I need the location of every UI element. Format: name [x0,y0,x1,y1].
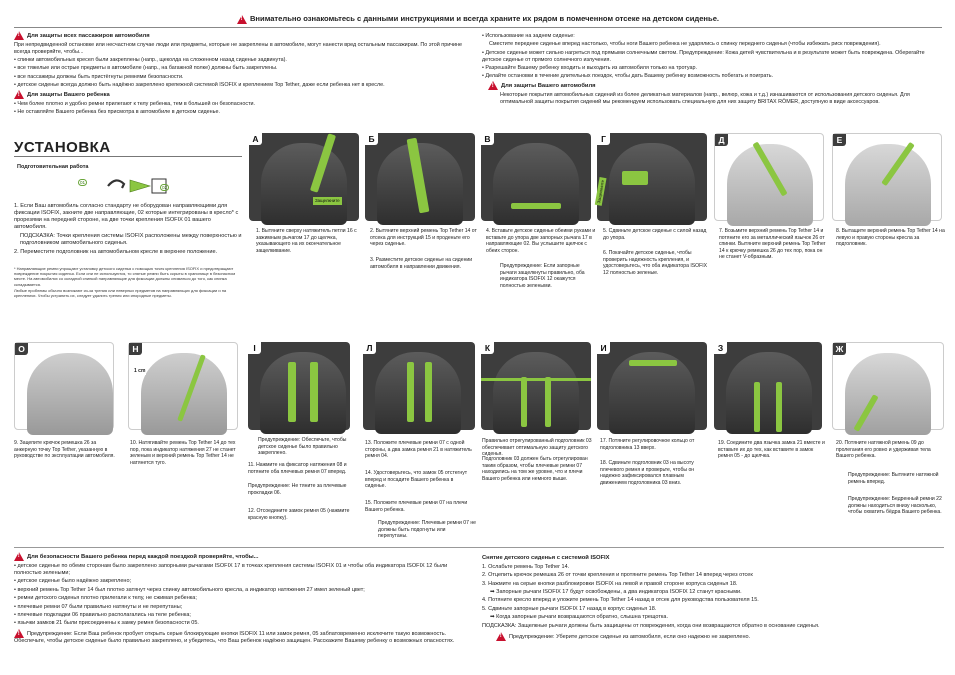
caption-1: 1. Вытяните сверху натяжитель петли 16 с зажимным рычагом 17 до щелчка, указывающего на их окончательное защелкивание. [256,228,357,254]
panel-g [597,133,707,221]
checklist-item: • верхний ремень Top Tether 14 был плотно затянут через спинку автомобильного кресла, а индикатор натяжения 27 имел зеленый цвет; [14,586,365,593]
safety-left-column [14,31,466,118]
warning-icon [14,90,24,99]
removal-substep: ➡ Запорные рычаги ISOFIX 17 будут освобождены, а два индикатора ISOFIX 12 станут красными. [490,589,742,596]
checklist-item: • детское сиденье по обеим сторонам было закреплено запорными рычагами ISOFIX 17 в точках крепления системы ISOFIX 01 и чтобы оба индикатора ISOFIX 12 были полностью зелеными; [14,562,448,576]
panel-label: О [15,343,28,355]
caption-9: 9. Зацепите крючок ремешка 26 за анкерную точку Top Tether, указанную в руководстве по эксплуатации автомобиля. [14,440,115,460]
panel-a [249,133,359,221]
right-list-item: • Делайте остановки в течение длительных поездок, чтобы дать Вашему ребенку возможность побегать и поиграть. [482,73,774,80]
caption-8: 8. Вытащите верхний ремень Top Tether 14 на левую и правую стороны кресла за подголовник. [836,228,945,248]
left-list-item: • все пассажиры должны быть пристёгнуты ремнями безопасности. [14,73,184,80]
panel-l [363,342,475,430]
caption-headrest-2: Подголовник 03 должен быть отрегулирован таким образом, чтобы плечевые ремни 07 находились на том же уровне, что и плечи Вашего ребенка или немного выше. [482,456,588,482]
caption-11-warning: Предупреждение: Не тяните за плечевые прокладки 06. [248,483,347,496]
isofix-guide-illustration [70,172,190,200]
caption-12: 12. Отсоедините замок ремня 05 (нажмите красную кнопку). [248,508,350,521]
panel-label: В [481,133,494,145]
removal-step: 4. Потяните кресло вперед и уложите ремень Top Tether 14 назад в отсек для руководства пользователя 15. [482,597,759,604]
panel-label: З [714,342,727,354]
caption-13: 13. Положите плечевые ремни 07 с одной стороны, а два замка ремня 21 в натяжитель ремня 04. [365,440,472,460]
one-cm-label: 1 cm [134,368,146,374]
caption-15-warning: Предупреждение: Плечевые ремни 07 не должны быть подогнуты или перепутаны. [378,520,477,540]
caption-10-warning: Предупреждение: Обеспечьте, чтобы детское сиденье было правильно закреплено. [258,437,347,457]
caption-5: 5. Сдвиньте детское сиденье с силой назад до упора. [603,228,707,241]
warning-icon [14,629,24,638]
click-tag: Защелкните [595,177,607,205]
footnote-1: * Направляющие ремни упрощают установку детского сиденья с помощью точек крепления ISOFIX и предотвращают повреждение покрытия сиденья. Если они не используются, то снятые ремни быть скрыты в хранилище в безопасном месте. На автомобилях со складной спинкой направляющие для фиксации должны сниматься до того, как спинка складывается. [14,266,236,287]
checklist-item: • ремни детского сиденья плотно прилегали к телу, не сжимая ребенка; [14,595,197,602]
removal-step: 3. Нажмите на серые кнопки разблокировки ISOFIX на левой и правой стороне корпуса сиденья 18. [482,580,738,587]
panel-zh [832,342,944,430]
caption-3: 3. Разместите детское сиденье на сидении автомобиля в направлении движения. [370,257,473,270]
checklist-item: • язычки замков 21 были присоединены к замку ремня безопасности 05. [14,620,199,627]
removal-step: 1. Ослабьте ремень Top Tether 14. [482,563,570,570]
warning-icon [488,81,498,90]
left-list-item: • Не оставляйте Вашего ребенка без присмотра в автомобиле в детском сиденье. [14,109,220,116]
panel-ye [832,133,942,221]
prep-heading: Подготовительная работа [17,164,89,170]
panel-i [248,342,350,430]
left-list-item: • все тяжелые или острые предметы в автомобиле (напр., на багажной полке) должны быть закреплены. [14,65,278,72]
panel-label: Н [129,343,142,355]
panel-label: Л [363,342,376,354]
panel-label: Б [365,133,378,145]
removal-substep: ➡ Когда запорные рычаги возвращаются обратно, слышна трещотка. [490,614,668,621]
safety-right-column [482,33,944,107]
panel-i2 [597,342,707,430]
caption-7: 7. Возьмите верхний ремень Top Tether 14 и потяните его за металлический язычок 26 от спинки. Вытяните верхний ремень Top Tether 14 к крючку ремешка 26 до тех пор, пока он не станет V-образным. [719,228,826,261]
guide-drawing [70,172,190,200]
panel-e [714,133,824,221]
panel-label: Г [597,133,610,145]
panel-b [365,133,475,221]
label-01: 01 [79,180,86,185]
checklist-heading: Для безопасности Вашего ребенка перед каждой поездкой проверяйте, чтобы... [27,554,259,561]
left-list-item: • спинки автомобильных кресел были закреплены (напр., щеколда на сложенном назад сиденье задвинута). [14,57,287,64]
checklist-item: • детское сиденье было надёжно закреплено; [14,578,132,585]
caption-20: 20. Потяните натяжной ремень 09 до пролегания его ровно и удерживая тела Вашего ребенка. [836,440,931,460]
panel-label: И [597,342,610,354]
removal-step: 2. Отцепить крючок ремешка 26 от точки крепления и протяните ремень Top Tether 14 вперед через отсек [482,572,753,579]
caption-4-warning: Предупреждение: Если запорные рычаги защелкнуты правильно, оба индикатора ISOFIX 12 окажутся полностью зелеными. [500,263,585,289]
caption-11: 11. Нажмите на фиксатор натяжения 08 и потяните оба плечевых ремня 07 вперед. [248,462,347,475]
panel-v [481,133,591,221]
pre-trip-checklist [14,552,466,647]
prep-step-1: 1. Если Ваш автомобиль согласно стандарту не оборудован направляющими для фиксации ISOFIX, закните две направляющие, 02 которые интегрированы в кресло* с прорезями на передней стороне, на две точки крепления ISOFIX 01 вашего автомобиля. [14,203,239,231]
right-list-sub: Сместите переднее сиденье вперед настолько, чтобы ноги Вашего ребенка не ударялись о спинку переднего сиденья (чтобы избежать риск повреждения). [489,41,881,48]
panel-n [128,342,238,430]
left-list-item: • детское сиденье всегда должно быть надёжно закреплено крепежной системой ISOFIX и креплением Top Tether, даже если ребенка нет в кресле. [14,81,385,88]
right-heading: Для защиты Вашего автомобиля [501,83,596,90]
caption-6: 6. Покачайте детское сиденье, чтобы проверить надежность крепления, и удостоверьтесь, что оба индикатора ISOFIX 12 полностью зеленые. [603,250,708,276]
label-02: 02 [161,185,168,190]
prep-step-2: 2. Переместите подголовник на автомобильном кресле в верхнее положение. [14,248,218,255]
removal-tip: ПОДСКАЗКА: Защелкные рычаги должны быть защищены от повреждения, когда они возвращаются обратно в основание сиденья. [482,622,820,629]
panel-label: Д [715,134,728,146]
checklist-warning: Предупреждение: Если Ваш ребенок пробует открыть серые блокирующие кнопки ISOFIX 11 или замок ремня, 05 забпатовременно исключите такую возможность. Обеспечьте, чтобы детское сиденье было правильно закреплено, и убедитесь, что Ваш ребенок надёжно защищен. Расскажите Вашему ребенку о возможных опасностях. [14,631,455,645]
caption-20-warning-2: Предупреждение: Бедренный ремни 22 должны находиться внизу насколько, чтобы охватить бёдра Вашего ребенка. [848,496,942,516]
warning-icon [496,632,506,641]
panel-o [14,342,114,430]
panel-label: Ж [833,343,846,355]
divider [14,156,242,157]
left-paragraph-1: При непредвиденной остановке или несчастном случае люди или предметы, которые не закреплены в автомобиле, могут нанести вред остальным пассажирам. По этой причине всегда проверяйте, чтобы... [14,41,463,55]
install-title: УСТАНОВКА [14,139,111,156]
left-list-item: • Чем более плотно и удобно ремни прилегают к телу ребенка, тем в большей он безопасности. [14,101,256,108]
caption-4: 4. Вставьте детское сиденье обеими руками и вставьте до упора две запорных рычага 17 в направляющие 02. Вы услышите щелчок с обеих сторон. [486,228,596,254]
right-list-item: • Детское сиденье может сильно нагреться под прямыми солнечными светом. Предупреждение: Кожа детей чувствительна и в результате может быть повреждена. Оберегайте детское сиденье от прямого солнечного излучения. [482,49,925,63]
warning-icon [14,552,24,561]
removal-instructions [482,555,944,642]
panel-label: К [481,342,494,354]
caption-19: 19. Соедините два язычка замка 21 вместе и вставьте их до тех, как вставите в замок ремня 05 - до щелчка. [718,440,825,460]
prep-footnote [14,266,242,300]
left-heading-1: Для защиты всех пассажиров автомобиля [27,33,150,40]
footnote-2: Любые проблемы обычно возникают из-за трения или неверных предметов на направляющих для фиксации и на креплениях. Чтобы устранить их, следует удалить трения или инородные предметы. [14,288,227,299]
caption-headrest: Правильно отрегулированный подголовник 03 обеспечивает оптимальную защиту детского сиденья. [482,438,592,458]
warning-icon [237,15,247,24]
checklist-item: • плечевые подкладки 06 правильно располагались на теле ребенка; [14,611,191,618]
right-paragraph: Некоторые покрытия автомобильных сидений из более деликатных материалов (напр., велюр, кожа и т.д.) изнашиваются от использования детского сиденья. Для оптимальной защиты покрытия сидений мы рекомендуем использовать специальную для них защиту BRITAX RÖMER, доступную в виде аксессуаров. [500,92,910,106]
prep-steps [14,203,242,257]
prep-tip: ПОДСКАЗКА: Точки крепления системы ISOFIX расположены между поверхностью и подголовником автомобильного сиденья. [20,233,242,247]
panel-z [714,342,822,430]
checklist-item: • плечевые ремни 07 были правильно натянуты и не перепутаны; [14,603,183,610]
left-heading-2: Для защиты Вашего ребенка [27,92,110,99]
right-list-item: • Разрешайте Вашему ребенку входить и выходить из автомобиля только на тротуар. [482,64,697,71]
caption-2: 2. Вытяните верхний ремень Top Tether 14 от отсека для инструкций 15 и проденьте его через сиденье. [370,228,477,248]
click-tag: Защелкните [315,198,340,203]
removal-warning: Предупреждение: Уберите детское сиденье из автомобиля, если оно надежно не закреплено. [509,633,751,640]
panel-label: А [249,133,262,145]
divider [14,547,944,548]
caption-10: 10. Натягивайте ремень Top Tether 14 до тех пор, пока индикатор натяжения 27 не станет зеленым и верхний ремень Top Tether 14 не натянется туго. [130,440,236,466]
panel-label: І [248,342,261,354]
panel-k [481,342,591,430]
header-text: Внимательно ознакомьтесь с данными инструкциями и всегда храните их рядом в помеченном отсеке на детском сиденье. [249,14,720,23]
warning-icon [14,31,24,40]
right-list-item: • Использование на заднем сиденье: [482,33,575,39]
panel-label: Е [833,134,846,146]
caption-15: 15. Положите плечевые ремни 07 на плечи Вашего ребенка. [365,500,468,513]
caption-14: 14. Удостоверьтесь, что замок 05 отстегнут вперед и посадите Вашего ребенка в сиденье. [365,470,468,490]
header-notice [14,10,942,28]
caption-18: 18. Сдвиньте подголовник 03 на высоту плечевого ремня и проверьте, чтобы он надежно зафиксировался плавным движением подголовника 03 вниз. [600,460,695,486]
removal-step: 5. Сдвиньте запорные рычаги ISOFIX 17 назад в корпус сиденья 18. [482,605,657,612]
caption-17: 17. Потяните регулировочное кольцо от подголовника 13 вверх. [600,438,695,451]
removal-heading: Снятие детского сиденья с системой ISOFIX [482,555,610,561]
caption-20-warning: Предупреждение: Вытяните натяжной ремень вперед. [848,472,939,485]
